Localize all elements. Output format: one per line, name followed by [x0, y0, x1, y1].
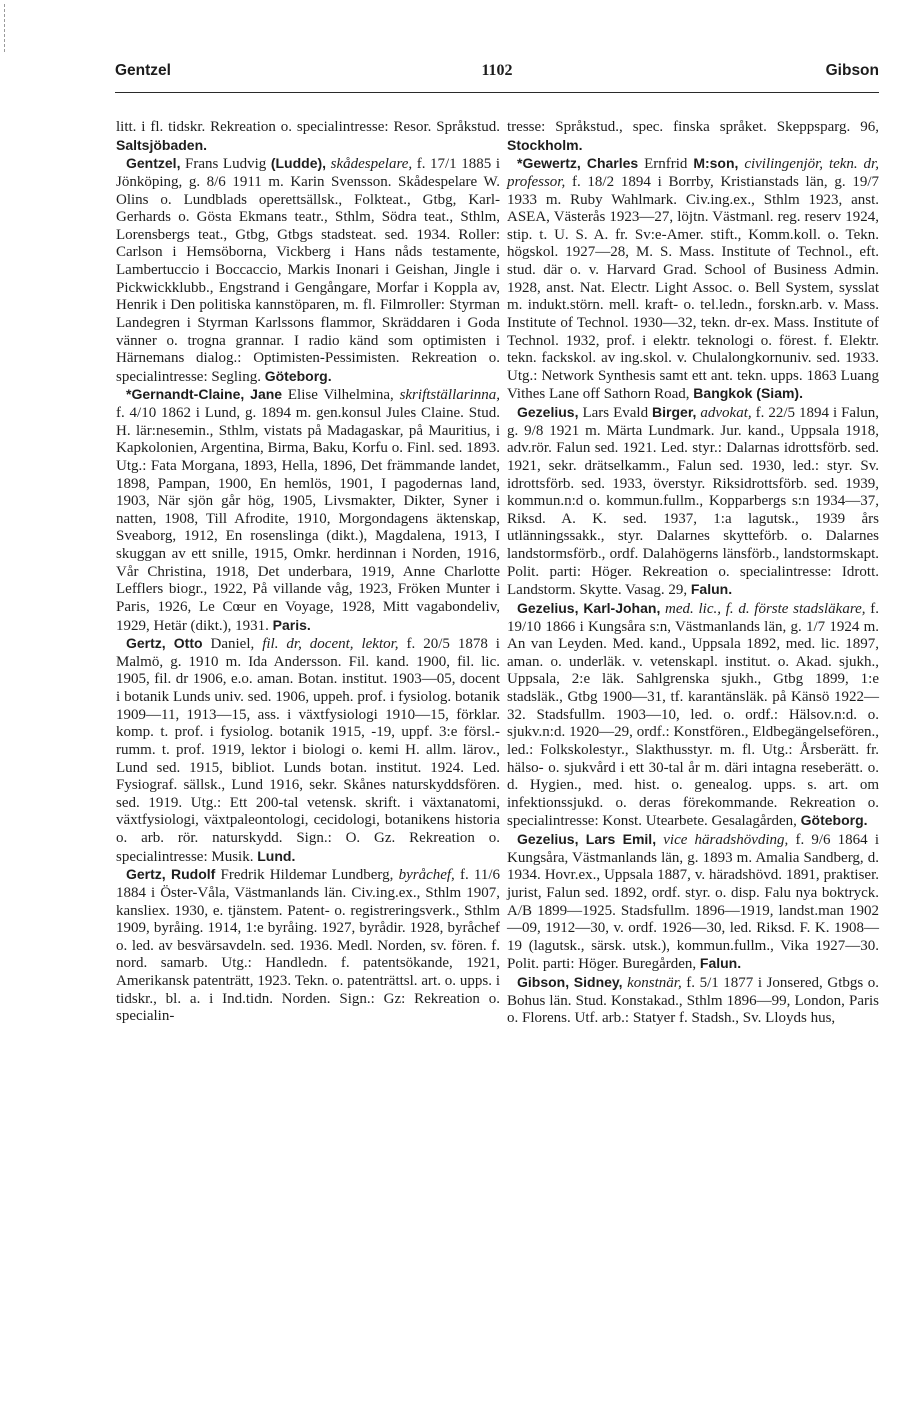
bold-text: Stockholm.	[507, 136, 583, 153]
bold-text: (Ludde),	[270, 155, 327, 172]
bold-text: Bangkok (Siam).	[693, 385, 803, 402]
biography-entry	[507, 155, 879, 404]
biography-entry	[507, 974, 879, 1028]
bold-text: Falun.	[690, 581, 733, 598]
bold-text: Göteborg.	[800, 812, 868, 829]
biography-entry	[507, 404, 879, 600]
italic-text: fil. dr, docent, lektor,	[262, 636, 399, 653]
italic-text: civilingenjör, tekn. dr, professor,	[507, 156, 879, 190]
continued-text	[116, 119, 500, 155]
body-text: Lars Evald	[578, 405, 653, 421]
body-text: Elise Vilhelmina,	[282, 387, 400, 404]
bold-text: Gezelius, Lars Emil,	[517, 831, 657, 847]
body-text: Daniel,	[202, 636, 263, 653]
bold-text: Gentzel,	[126, 155, 181, 172]
body-text: Fredrik Hildemar Lundberg,	[215, 867, 399, 884]
biography-entry	[507, 831, 879, 974]
italic-text: byråchef,	[398, 867, 455, 884]
italic-text: skådespelare,	[326, 156, 413, 173]
body-text: f. 17/1 1885 i Jönköping, g. 8/6 1911 m. Karin Svensson. Skådespelare W. Olins o. Lundblads operettsällsk., Folkteat., Gtbg, Karl-Gerhards o. Gösta Ekmans teatr., Sthlm, Södra teat., Sthlm, Lorensbergs teat., Gtbg, Gtbgs stadsteat. sed. 1934. Roller: Carlson i Hemsöborna, Vickberg i Hans nåds testamente, Lambertuccio i Boccaccio, Markis Inonari i Geishan, Jingle i Pickwickklubb., Engstrand i Gengångare, Morfar i Koppla av, Henrik i Den politiska kannstöparen, m. fl. Filmroller: Styrman Landegren i Styrman Karlssons flammor, Skräddaren i Goda vänner o. trogna grannar. I radio känd som optimisten i Härnemans dialog.: Optimisten-Pessimisten. Rekreation o. specialintresse: Segling.	[116, 156, 500, 385]
body-text: Ernfrid	[638, 156, 694, 173]
body-text: litt. i fl. tidskr. Rekreation o. specialintresse: Resor. Språkstud.	[116, 119, 500, 135]
header-last-entry: Gibson	[825, 62, 879, 79]
bold-text: Gezelius, Karl-Johan,	[517, 599, 661, 616]
bold-text: *Gewertz, Charles	[517, 155, 639, 172]
body-text: tresse: Språkstud., spec. finska språket. Skeppsparg. 96,	[507, 119, 879, 135]
biography-entry	[116, 866, 500, 1026]
body-text: f. 20/5 1878 i Malmö, g. 1910 m. Ida Andersson. Fil. kand. 1900, fil. lic. 1905, fil. dr 1906, e.o. aman. Botan. institut. 1903—05, docent i botanik Lunds univ. sed. 1906, uppeh. prof. i fysiolog. botanik 1909—11, 1913—15, ass. i växtfysiologi 1910—15, förklar. komp. t. prof. i fysiolog. botanik 1915, -19, uppf. 3:e försl.-rumm. t. prof. 1919, lektor i biologi o. kemi H. allm. lärov., Lund sed. 1915, bibliot. Lunds botan. institut. 1924. Led. Fysiograf. sällsk., Lund 1916, sekr. Skånes naturskyddsfören. sed. 1919. Utg.: Ett 200-tal vetensk. skrift. i växtanatomi, växtfysiologi, växtpaleontologi, cecidologi, botanikens historia o. arb. rör. naturskydd. Sign.: O. Gz. Rekreation o. specialintresse: Musik.	[116, 636, 500, 865]
italic-text: skriftställarinna,	[399, 387, 500, 404]
header-first-entry: Gentzel	[115, 62, 171, 79]
bold-text: M:son,	[693, 155, 739, 172]
body-text: f. 22/5 1894 i Falun, g. 9/8 1921 m. Märta Lundmark. Jur. kand., Uppsala 1918, adv.rör. Falun sed. 1921. Led. styr.: Dalarnas idrottsförb. sed. 1921, sekr. drätselkamm., Falun sed. 1930, led.: styr. Sv. idrottsförb. sed. 1933, överstyr. Riksidrottsförb. sed. 1939, kommun.n:d o. kommun.fullm., Kopparbergs s:n 1934—37, Riksd. A. K. sed. 1937, 1:a lagutsk., 1939 års utlänningssakk., styr. Dalarnes skytteförb. o. Dalarnes landstormsförb., ordf. Dalahögerns länsförb., landstormskapt. Polit. parti: Höger. Rekreation o. specialintresse: Idrott. Landstorm. Skytte. Vasag. 29,	[507, 405, 880, 599]
body-text: f. 4/10 1862 i Lund, g. 1894 m. gen.konsul Jules Claine. Stud. H. lär:nesemin., Sthlm, vistats på Madagaskar, på Mauritius, i Kapkolonien, Argentina, Birma, Baku, Korfu o. Finl. sed. 1893. Utg.: Fata Morgana, 1893, Hella, 1896, Det främmande landet, 1898, Pampan, 1900, En hemlös, 1901, I pagodernas land, 1903, När sjön går hög, 1905, Livsmakter, Dikter, Syner i natten, 1908, Till Afrodite, 1910, Morgondagens äktenskap, Sveaborg, 1912, En rosenslinga (dikt.), Magdalena, 1913, I skuggan av ett snille, 1915, Omkr. herdinnan i Norden, 1916, Vår Christina, 1918, Det underbara, 1919, Anne Charlotte Lefflers biogr., 1922, På villande våg, 1923, Fröken Munter i Paris, 1926, Le Cœur en Voyage, 1928, Mitt vagabondeliv, 1929, Hetär (dikt.), 1931.	[116, 405, 500, 634]
biography-entry	[116, 635, 500, 866]
bold-text: Saltsjöbaden.	[116, 136, 208, 153]
bold-text: Birger,	[652, 404, 697, 420]
bold-text: Göteborg.	[264, 367, 332, 384]
body-text: f. 19/10 1866 i Kungsåra s:n, Västmanlands län, g. 1/7 1924 m. An van Leyden. Med. kand., Uppsala 1892, med. lic. 1897, aman. o. underläk. v. vetenskapl. institut. o. Akad. sjukh., Uppsala, 2:e läk. Sahlgrenska sjukh., Gtbg 1899, 1:e stadsläk., Gtbg 1900—31, tf. karantänsläk. på Känsö 1922—32. Stadsfullm. 1903—10, led. o. ordf.: Hälsov.n:d. o. sjukv.n:d. 1920—29, ordf.: Konstfören., Eldbegängelsefören., led.: Folkskolestyr., Slakthusstyr. m. fl. Utg.: Årsberätt. fr. hälso- o. sjukvård i ett 30-tal år m. däri intagna reseberätt. o. d. Hygien., med. hist. o. genealog. upps. s. art. om infektionssjukd. o. deras förekommande. Rekreation o. specialintresse: Konst. Utearbete. Gesalagården,	[507, 600, 880, 830]
italic-text: advokat,	[696, 405, 752, 421]
bold-text: Gezelius,	[517, 404, 579, 420]
page-header	[115, 60, 879, 84]
bold-text: Paris.	[272, 616, 311, 633]
continued-text	[507, 119, 879, 155]
bold-text: *Gernandt-Claine, Jane	[126, 386, 283, 403]
biography-entry	[116, 386, 500, 635]
biography-entry	[507, 600, 879, 831]
bold-text: Lund.	[257, 847, 296, 864]
bold-text: Gertz, Rudolf	[126, 866, 216, 883]
biography-entry	[116, 155, 500, 386]
body-text: Frans Ludvig	[180, 156, 271, 173]
body-text: f. 9/6 1864 i Kungsåra, Västmanlands län, g. 1893 m. Amalia Sandberg, d. 1934. Hovr.ex., Uppsala 1887, v. häradshövd. 1891, praktiser. jurist, Falun sed. 1892, ordf. styr. o. disp. Falu nya boktryck. A/B 1899—1925. Stadsfullm. 1896—1919, landst.man 1902—09, 1912—30, v. ordf. 1926—30, led. Riksd. F. K. 1908—19 (lagutsk., särsk. utsk.), kommun.fullm., Vika 1927—30. Polit. parti: Höger. Buregården,	[507, 832, 879, 973]
right-column	[507, 119, 879, 1028]
body-text: f. 18/2 1894 i Borrby, Kristianstads län, g. 19/7 1933 m. Ruby Wahlmark. Civ.ing.ex., Sthlm 1923, anst. ASEA, Västerås 1923—27, löjtn. Västmanl. reg. reserv 1924, stip. t. U. S. A. fr. Sv:e-Amer. stift., Komm.koll. o. Tekn. högskol. 1927—28, M. S. Mass. Institute of Technol., eft. stud. där o. v. Harvard Grad. School of Business Admin. 1928, anst. Nat. Electr. Light Assoc. o. Bell System, sysslat m. indukt.störn. mell. kraft- o. tel.ledn., forskn.arb. v. Mass. Institute of Technol. 1930—32, tekn. dr-ex. Mass. Institute of Technol. 1932, prof. i elektr. teknologi o. förest. f. Elektr. tekn. fackskol. av ing.skol. v. Chulalongkornuniv. sed. 1933. Utg.: Network Synthesis samt ett ant. tekn. upps. 1863 Luang Vithes Lane off Sathorn Road,	[507, 173, 879, 403]
page-number: 1102	[481, 62, 513, 79]
italic-text: vice häradshövding,	[656, 832, 789, 848]
italic-text: med. lic., f. d. förste stadsläkare,	[660, 600, 866, 617]
italic-text: konstnär,	[622, 975, 682, 991]
body-text: f. 11/6 1884 i Öster-Våla, Västmanlands län. Civ.ing.ex., Sthlm 1907, kansliex. 1930, e. tjänstem. Patent- o. registreringsverk., Sthlm 1909, byråing. 1914, 1:e byråing. 1927, byrådir. 1928, byråchef o. led. av besvärsavdeln. sed. 1936. Medl. Norden, sv. fören. f. nord. samarb. Utg.: Handledn. f. patentsökande, 1921, Amerikansk patenträtt, 1923. Tekn. o. patenträttsl. art. o. upps. i tidskr., bl. a. i Ind.tidn. Norden. Sign.: Gz: Rekreation o. specialin-	[116, 867, 500, 1025]
bold-text: Gertz, Otto	[126, 635, 203, 652]
bold-text: Falun.	[699, 955, 742, 972]
left-column	[116, 119, 500, 1026]
bold-text: Gibson, Sidney,	[517, 974, 623, 990]
header-rule	[115, 92, 879, 93]
scan-edge-mark	[4, 4, 6, 52]
body-text: f. 5/1 1877 i Jonsered, Gtbgs o. Bohus län. Stud. Konstakad., Sthlm 1896—99, London, Paris o. Florens. Utf. arb.: Statyer f. Stadsh., Sv. Lloyds hus,	[507, 975, 879, 1027]
